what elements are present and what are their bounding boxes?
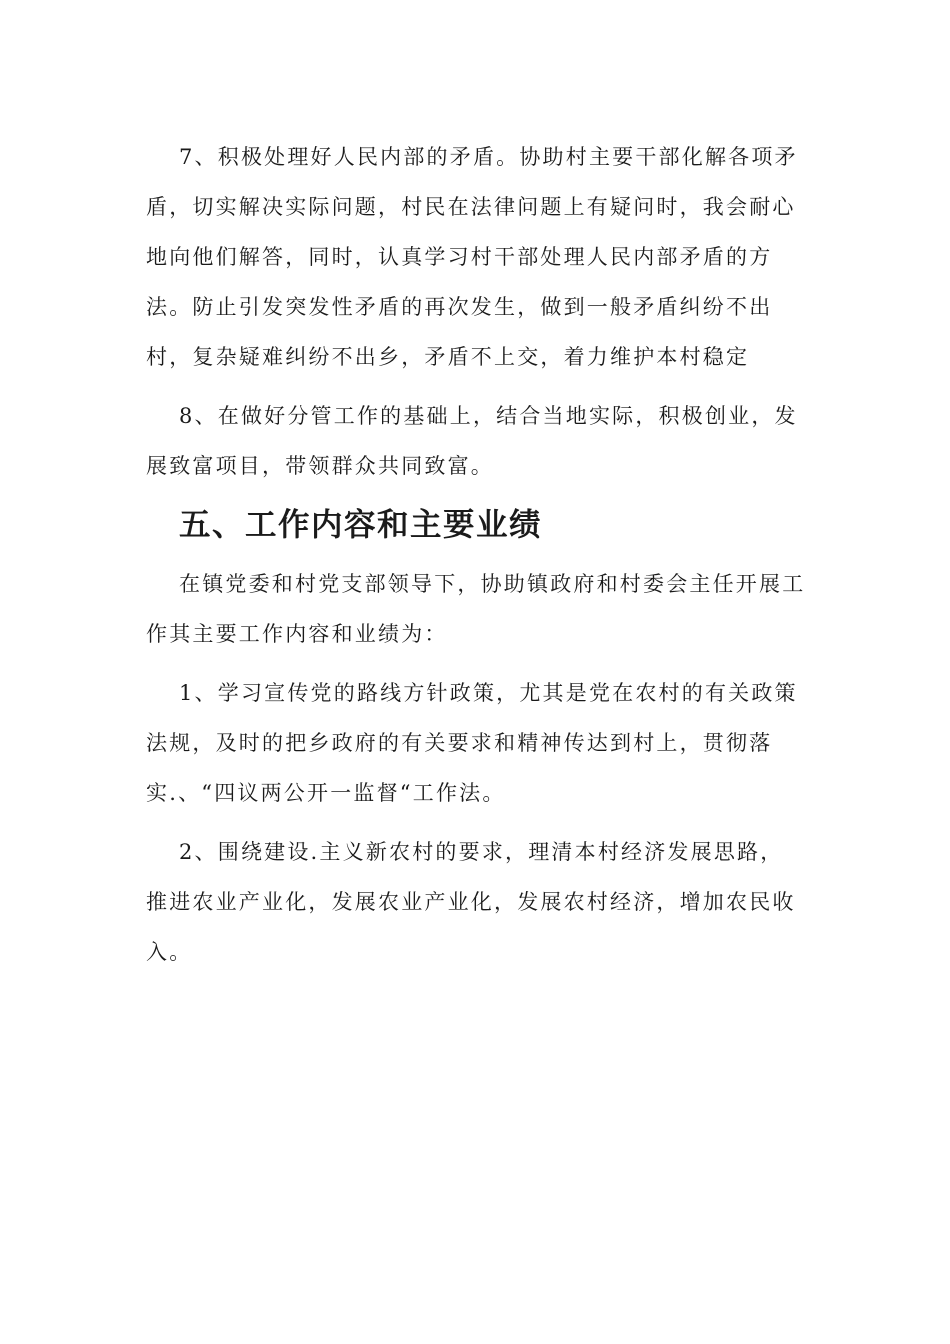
paragraph-item-1: 1、学习宣传党的路线方针政策，尤其是党在农村的有关政策法规，及时的把乡政府的有关要求和精神传达到村上，贯彻落实.、“四议两公开一监督“工作法。: [146, 681, 798, 805]
section-heading: 五、工作内容和主要业绩: [179, 507, 543, 543]
paragraph-item-7: 7、积极处理好人民内部的矛盾。协助村主要干部化解各项矛盾，切实解决实际问题，村民在法律问题上有疑问时，我会耐心地向他们解答，同时，认真学习村干部处理人民内部矛盾的方法。防止引发突发性矛盾的再次发生，做到一般矛盾纠纷不出村，复杂疑难纠纷不出乡，矛盾不上交，着力维护本村稳定: [146, 145, 798, 369]
section-intro-paragraph: 在镇党委和村党支部领导下，协助镇政府和村委会主任开展工作其主要工作内容和业绩为：: [146, 572, 806, 646]
paragraph-item-2: 2、围绕建设.主义新农村的要求，理清本村经济发展思路，推进农业产业化，发展农业产业化，发展农村经济，增加农民收入。: [146, 840, 796, 964]
document-body: [146, 132, 806, 977]
paragraph-item-8: 8、在做好分管工作的基础上，结合当地实际，积极创业，发展致富项目，带领群众共同致富。: [146, 404, 798, 478]
